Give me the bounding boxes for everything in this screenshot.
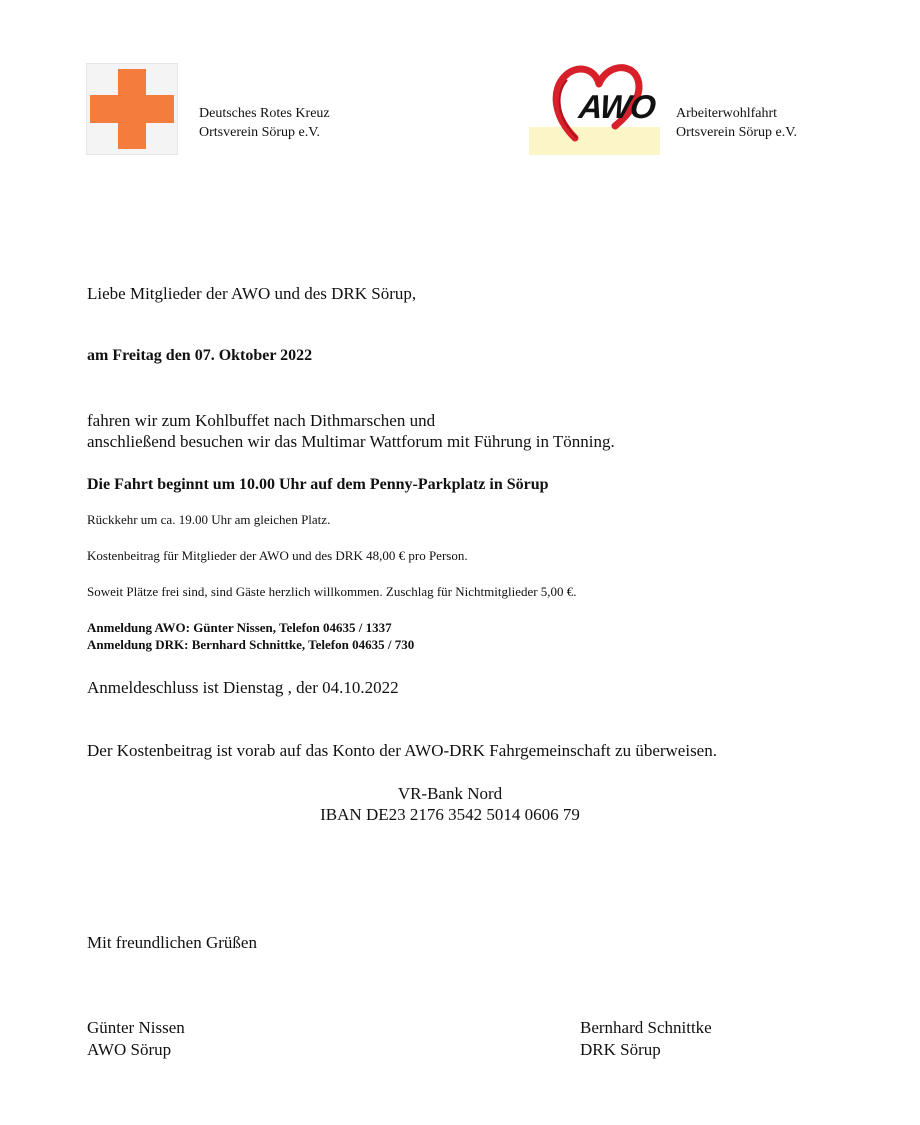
trip-description-line2: anschließend besuchen wir das Multimar Wattforum mit Führung in Tönning. bbox=[87, 432, 615, 451]
bank-name: VR-Bank Nord bbox=[397, 784, 503, 803]
awo-logo-text: AWO bbox=[577, 88, 657, 125]
signature-left-org: AWO Sörup bbox=[87, 1040, 172, 1059]
departure-info: Die Fahrt beginnt um 10.00 Uhr auf dem Penny-Parkplatz in Sörup bbox=[87, 476, 549, 493]
trip-description-line1: fahren wir zum Kohlbuffet nach Dithmarschen und bbox=[87, 411, 436, 430]
cost-info: Kostenbeitrag für Mitglieder der AWO und des DRK 48,00 € pro Person. bbox=[87, 548, 468, 563]
drk-org-name bbox=[199, 104, 330, 142]
registration-deadline: Anmeldeschluss ist Dienstag , der 04.10.2022 bbox=[87, 678, 399, 697]
iban: IBAN DE23 2176 3542 5014 0606 79 bbox=[320, 805, 580, 824]
closing-greeting: Mit freundlichen Grüßen bbox=[87, 933, 257, 952]
awo-logo bbox=[529, 60, 660, 155]
payment-note: Der Kostenbeitrag ist vorab auf das Konto der AWO-DRK Fahrgemeinschaft zu überweisen. bbox=[87, 741, 717, 760]
bank-details bbox=[300, 783, 600, 825]
salutation: Liebe Mitglieder der AWO und des DRK Sörup, bbox=[87, 284, 417, 303]
registration-drk: Anmeldung DRK: Bernhard Schnittke, Telefon 04635 / 730 bbox=[87, 637, 415, 652]
signature-right-name: Bernhard Schnittke bbox=[580, 1018, 712, 1037]
drk-cross-logo bbox=[86, 63, 178, 155]
event-date: am Freitag den 07. Oktober 2022 bbox=[87, 347, 313, 364]
awo-org-line1: Arbeiterwohlfahrt bbox=[676, 106, 778, 121]
guest-info: Soweit Plätze frei sind, sind Gäste herzlich willkommen. Zuschlag für Nichtmitglieder 5,00 €. bbox=[87, 584, 577, 599]
red-cross-icon bbox=[87, 64, 177, 154]
signature-left-name: Günter Nissen bbox=[87, 1018, 185, 1037]
awo-org-name bbox=[676, 104, 797, 142]
registration-awo: Anmeldung AWO: Günter Nissen, Telefon 04635 / 1337 bbox=[87, 620, 392, 635]
drk-org-line1: Deutsches Rotes Kreuz bbox=[199, 106, 330, 121]
awo-org-line2: Ortsverein Sörup e.V. bbox=[676, 125, 798, 140]
drk-org-line2: Ortsverein Sörup e.V. bbox=[199, 125, 321, 140]
return-info: Rückkehr um ca. 19.00 Uhr am gleichen Platz. bbox=[87, 512, 331, 527]
signature-right-org: DRK Sörup bbox=[580, 1040, 661, 1059]
